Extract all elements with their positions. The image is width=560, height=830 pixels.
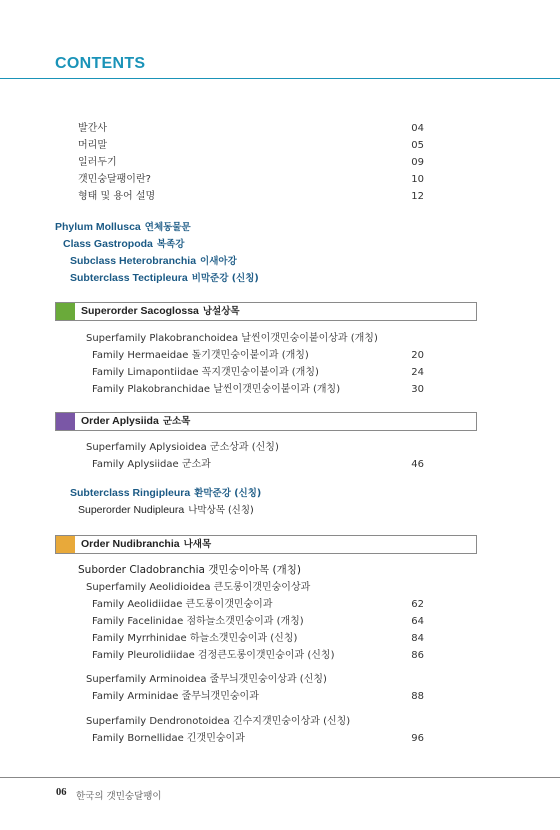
family-entry-label[interactable]: Family Bornellidae 긴갯민숭이과 [92, 733, 245, 744]
taxon-name: Class Gastropoda [63, 238, 153, 250]
family-entry-page: 84 [411, 633, 424, 644]
taxon-name: Phylum Mollusca [55, 221, 141, 233]
taxon-korean: 나막상목 (신칭) [188, 505, 254, 516]
toc-entry-label[interactable]: 일러두기 [78, 157, 117, 168]
toc-entry-page: 04 [411, 123, 424, 134]
family-entry-page: 62 [411, 599, 424, 610]
taxon-korean: 비막준강 (신칭) [191, 273, 259, 284]
section-bar-aplysiida[interactable] [55, 412, 477, 431]
family-entry-page: 86 [411, 650, 424, 661]
taxon-subclass [70, 255, 237, 268]
taxon-class [63, 238, 184, 251]
family-entry-page: 30 [411, 384, 424, 395]
family-entry-page: 88 [411, 691, 424, 702]
section-bar-label [81, 538, 211, 551]
suborder-label: Suborder Cladobranchia 갯민숭이아목 (개칭) [78, 564, 301, 576]
superfamily-label: Superfamily Dendronotoidea 긴수지갯민숭이상과 (신칭) [86, 716, 351, 727]
section-bar-label [81, 305, 240, 318]
family-entry-label[interactable]: Family Facelinidae 점하늘소갯민숭이과 (개칭) [92, 616, 304, 627]
toc-entry-page: 09 [411, 157, 424, 168]
taxon-name: Subterclass Tectipleura [70, 272, 188, 284]
toc-entry-page: 05 [411, 140, 424, 151]
section-name: Order Nudibranchia [81, 538, 180, 550]
section-bar-sacoglossa[interactable] [55, 302, 477, 321]
section-korean: 군소목 [162, 416, 191, 427]
section-color-swatch [56, 413, 75, 430]
taxon-korean: 연체동물문 [144, 222, 191, 233]
superfamily-label: Superfamily Aeolidioidea 큰도롱이갯민숭이상과 [86, 582, 311, 593]
family-entry-label[interactable]: Family Aeolidiidae 큰도롱이갯민숭이과 [92, 599, 273, 610]
page-title: CONTENTS [55, 55, 146, 72]
family-entry-label[interactable]: Family Hermaeidae 돌기갯민숭이붙이과 (개칭) [92, 350, 309, 361]
toc-entry-page: 10 [411, 174, 424, 185]
header-divider [0, 78, 560, 79]
toc-entry-label[interactable]: 형태 및 용어 설명 [78, 191, 156, 202]
taxon-korean: 복족강 [156, 239, 185, 250]
family-entry-label[interactable]: Family Plakobranchidae 날씬이갯민숭이붙이과 (개칭) [92, 384, 341, 395]
footer-page-number: 06 [56, 787, 67, 798]
family-entry-page: 20 [411, 350, 424, 361]
family-entry-page: 64 [411, 616, 424, 627]
superfamily-label: Superfamily Aplysioidea 군소상과 (신칭) [86, 442, 279, 453]
section-bar-nudibranchia[interactable] [55, 535, 477, 554]
taxon-subterclass [70, 272, 259, 285]
section-korean: 나새목 [183, 539, 212, 550]
toc-entry-label[interactable]: 갯민숭달팽이란? [78, 174, 151, 185]
family-entry-label[interactable]: Family Myrrhinidae 하늘소갯민숭이과 (신칭) [92, 633, 298, 644]
family-entry-label[interactable]: Family Pleurolidiidae 검정큰도롱이갯민숭이과 (신칭) [92, 650, 335, 661]
footer-book-title: 한국의 갯민숭달팽이 [76, 791, 162, 802]
toc-entry-label[interactable]: 머리말 [78, 140, 107, 151]
section-bar-label [81, 415, 190, 428]
family-entry-label[interactable]: Family Arminidae 줄무늬갯민숭이과 [92, 691, 259, 702]
taxon-phylum [55, 221, 191, 234]
taxon-subterclass [70, 487, 261, 500]
toc-entry-label[interactable]: 발간사 [78, 123, 107, 134]
family-entry-label[interactable]: Family Aplysiidae 군소과 [92, 459, 211, 470]
section-color-swatch [56, 536, 75, 553]
section-color-swatch [56, 303, 75, 320]
footer-divider [0, 777, 560, 778]
taxon-name: Subterclass Ringipleura [70, 487, 191, 499]
section-name: Superorder Sacoglossa [81, 305, 199, 317]
superfamily-label: Superfamily Arminoidea 줄무늬갯민숭이상과 (신칭) [86, 674, 327, 685]
taxon-name: Subclass Heterobranchia [70, 255, 197, 267]
family-entry-label[interactable]: Family Limapontiidae 꼭지갯민숭이붙이과 (개칭) [92, 367, 319, 378]
taxon-superorder [78, 504, 254, 517]
family-entry-page: 96 [411, 733, 424, 744]
section-name: Order Aplysiida [81, 415, 159, 427]
taxon-korean: 이새아강 [200, 256, 237, 267]
family-entry-page: 46 [411, 459, 424, 470]
toc-entry-page: 12 [411, 191, 424, 202]
superfamily-label: Superfamily Plakobranchoidea 날씬이갯민숭이붙이상과 (개칭) [86, 333, 378, 344]
taxon-korean: 환막준강 (신칭) [194, 488, 262, 499]
taxon-name: Superorder Nudipleura [78, 504, 185, 516]
family-entry-page: 24 [411, 367, 424, 378]
section-korean: 낭설상목 [202, 306, 240, 317]
